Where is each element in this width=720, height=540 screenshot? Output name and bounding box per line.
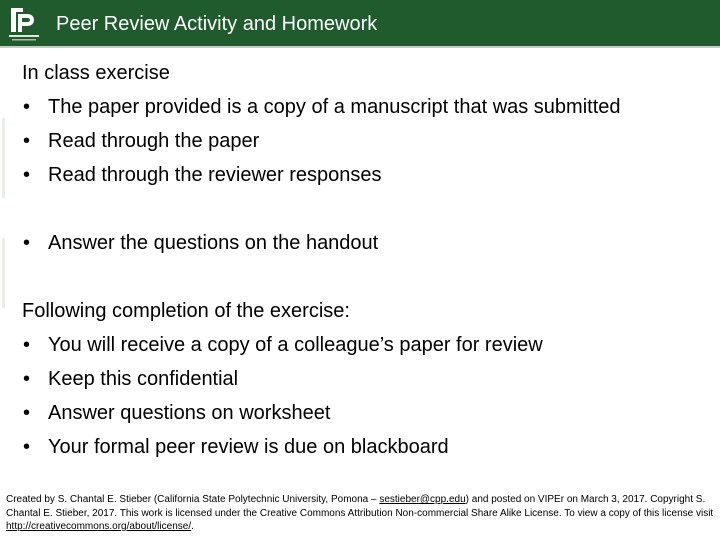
- left-decorative-band: [0, 48, 14, 462]
- list-item: • The paper provided is a copy of a manuscript that was submitted: [22, 90, 712, 124]
- section-heading-following: Following completion of the exercise:: [22, 300, 350, 322]
- spacer: [22, 192, 712, 226]
- list-item: • Answer questions on worksheet: [22, 396, 712, 430]
- license-link[interactable]: http://creativecommons.org/about/license/: [6, 521, 192, 532]
- author-email-link[interactable]: sestieber@cpp.edu: [379, 494, 466, 505]
- following-list: [22, 328, 712, 464]
- university-logo-icon: [3, 2, 45, 44]
- spacer: [22, 260, 712, 294]
- list-item: • Keep this confidential: [22, 362, 712, 396]
- list-item: • Answer the questions on the handout: [22, 226, 712, 260]
- list-item: • Your formal peer review is due on blackboard: [22, 430, 712, 464]
- slide-title: Peer Review Activity and Homework: [56, 13, 378, 35]
- slide-body: [22, 56, 712, 464]
- section-heading-in-class: In class exercise: [22, 62, 170, 84]
- list-item: • You will receive a copy of a colleague’s paper for review: [22, 328, 712, 362]
- footer-text: .: [191, 521, 194, 532]
- in-class-list: [22, 90, 712, 192]
- slide-header: [0, 0, 720, 48]
- handout-list: [22, 226, 712, 260]
- list-item: • Read through the paper: [22, 124, 712, 158]
- footer-text: Created by S. Chantal E. Stieber (California State Polytechnic University, Pomona –: [6, 494, 380, 505]
- attribution-footer: [6, 493, 714, 534]
- footer-text: ) and posted on VIPEr on March 3, 2017. Copyright S. Chantal E. Stieber, 2017. This work is licensed under the Creative Commons Attribution Non-commercial Share Alike License. To view a copy of this license visit: [6, 494, 714, 519]
- list-item: • Read through the reviewer responses: [22, 158, 712, 192]
